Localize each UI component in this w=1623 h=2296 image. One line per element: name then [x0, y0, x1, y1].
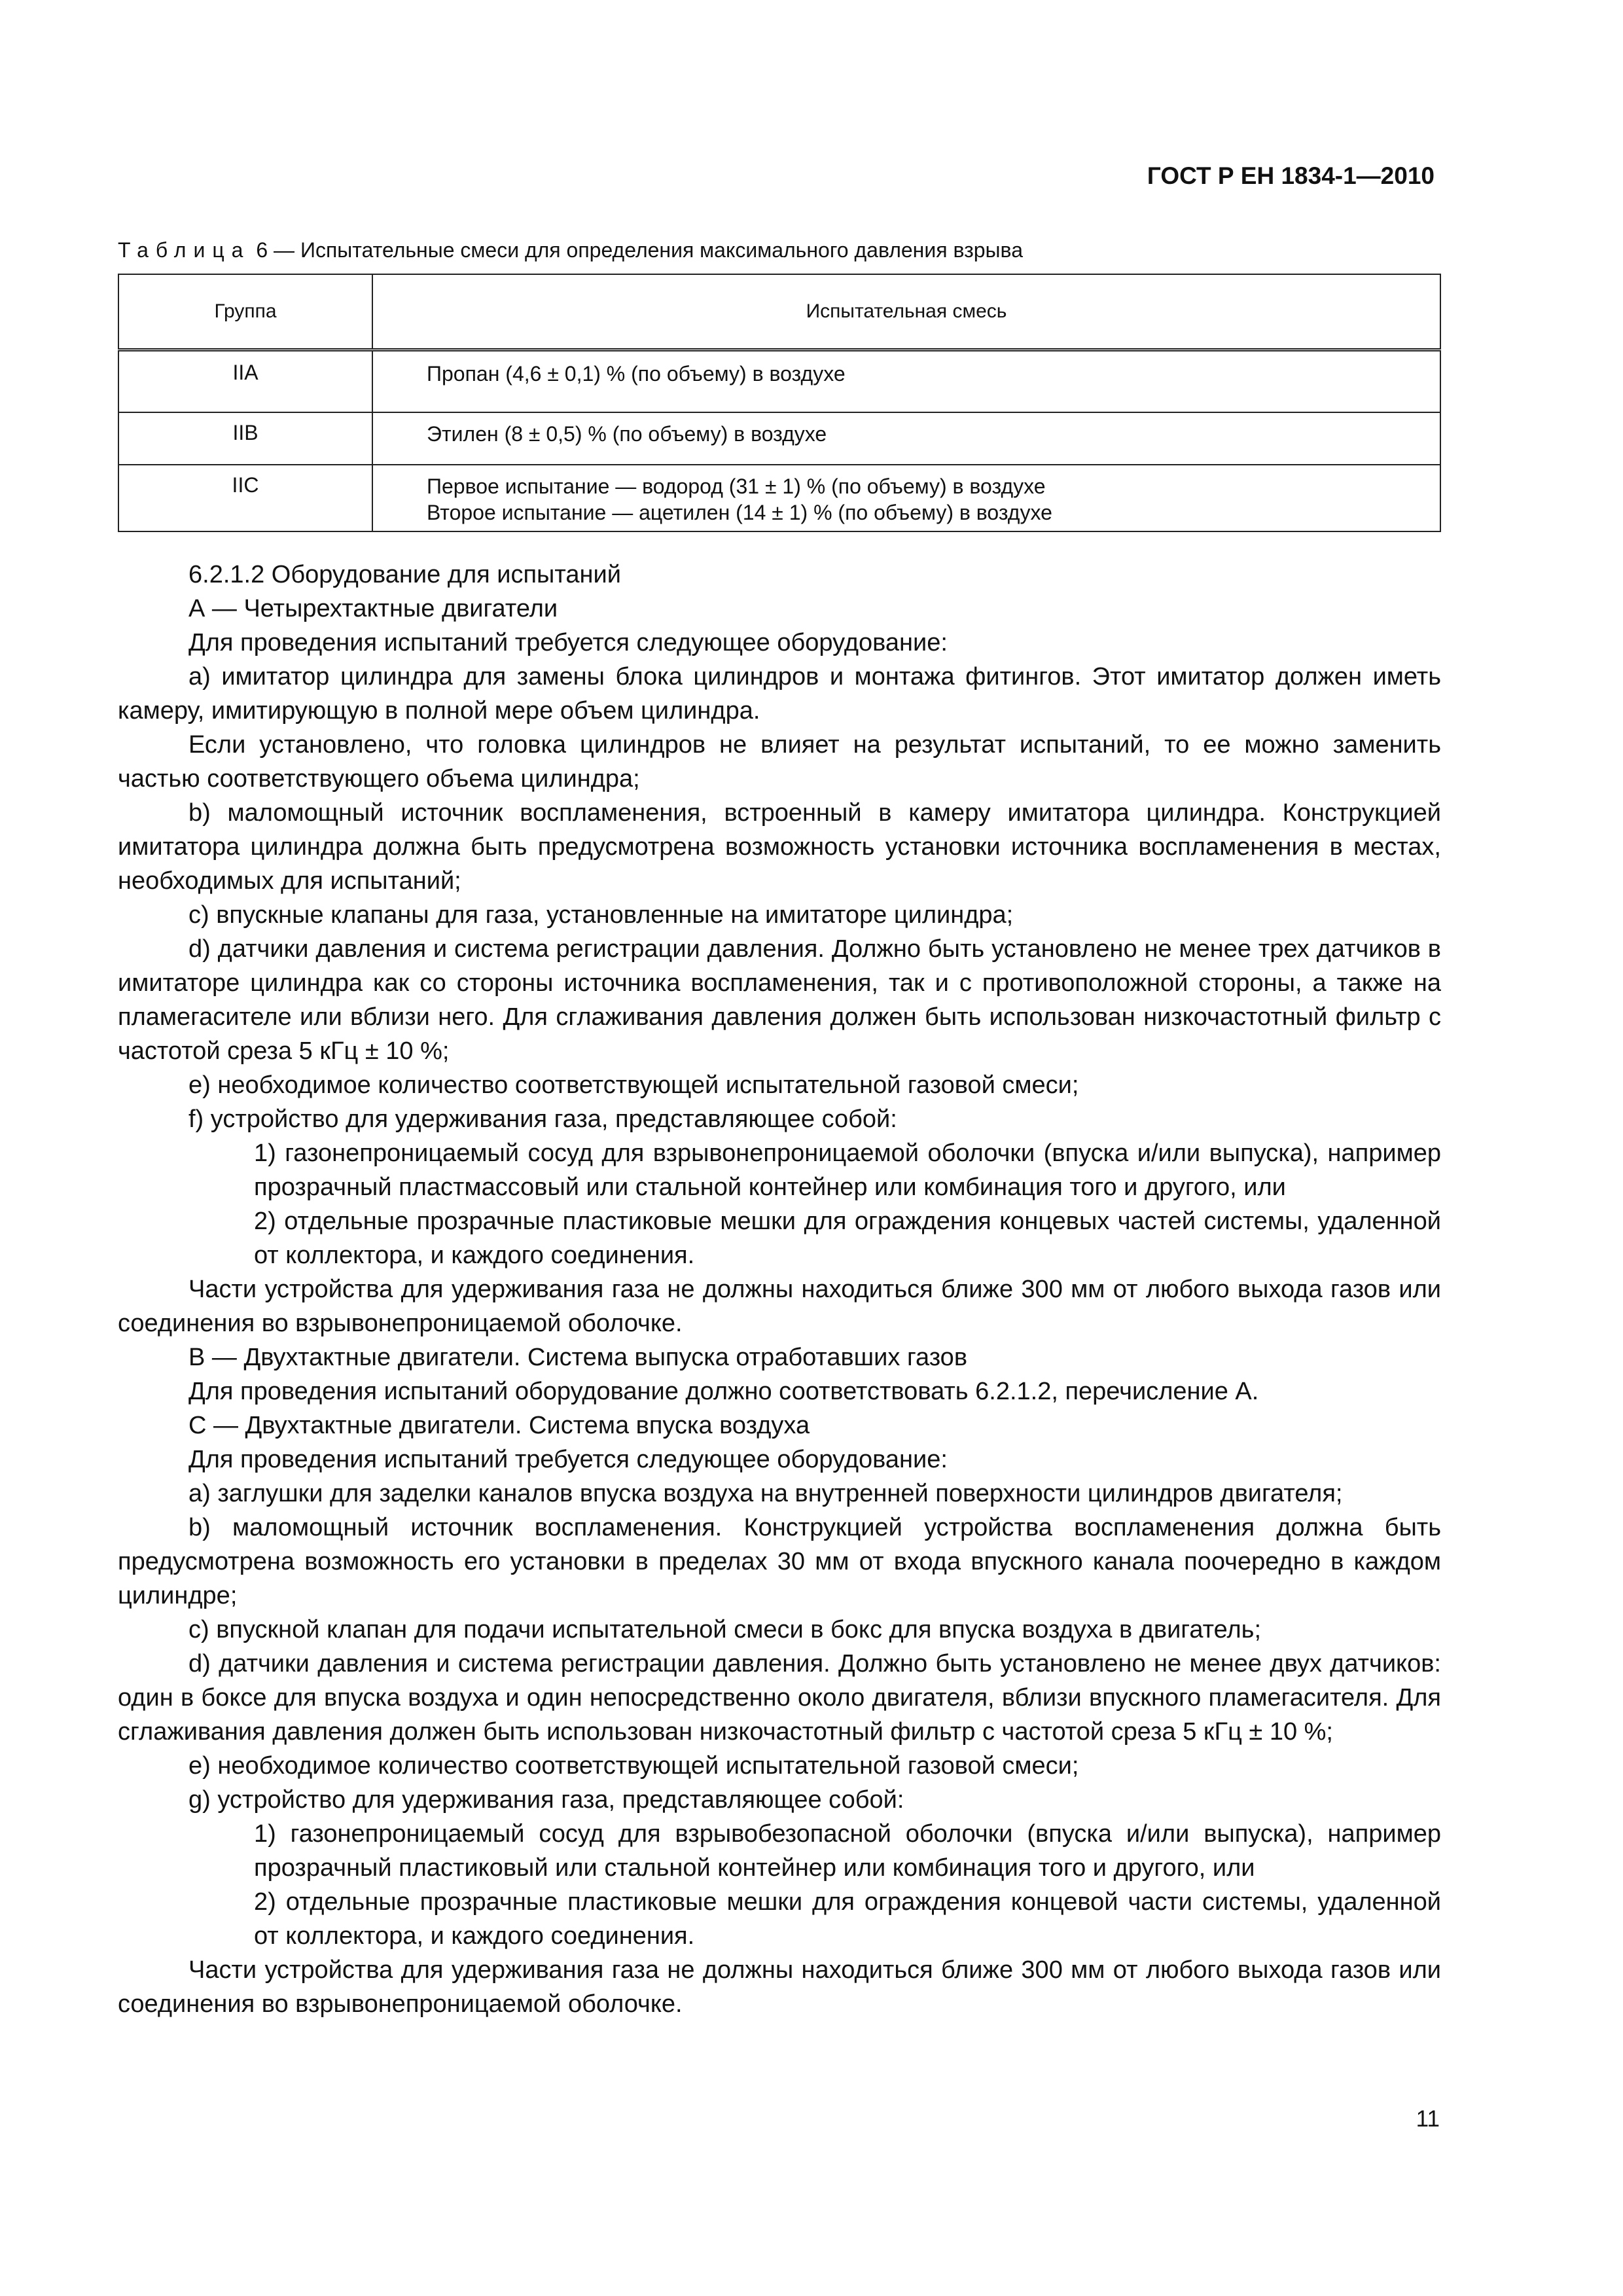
list-item: d) датчики давления и система регистрации давления. Должно быть установлено не менее двух датчиков: один в боксе для впуска воздуха и один непосредственно около двигателя, вблизи впускного пламегасителя. Для сглаживания давления должен быть использован низкочастотный фильтр с частотой среза 5 кГц ± 10 %; — [118, 1650, 1441, 1746]
table-row — [118, 465, 1440, 531]
list-item: f) устройство для удерживания газа, представляющее собой: — [188, 1105, 897, 1133]
table-header-row — [118, 274, 1440, 350]
list-item: a) имитатор цилиндра для замены блока цилиндров и монтажа фитингов. Этот имитатор должен иметь камеру, имитирующую в полной мере объем цилиндра. — [118, 663, 1441, 725]
mix-cell — [372, 350, 1440, 413]
mix-line: Пропан (4,6 ± 0,1) % (по объему) в воздухе — [427, 362, 846, 386]
list-item: c) впускной клапан для подачи испытательной смеси в бокс для впуска воздуха в двигатель; — [188, 1616, 1262, 1643]
sub-list-item: 2) отдельные прозрачные пластиковые мешки для ограждения концевых частей системы, удаленной от коллектора, и каждого соединения. — [254, 1208, 1441, 1269]
mix-cell — [372, 412, 1440, 465]
paragraph: Если установлено, что головка цилиндров не влияет на результат испытаний, то ее можно заменить частью соответствующего объема цилиндра; — [118, 731, 1441, 793]
column-header-group: Группа — [118, 274, 372, 350]
paragraph: Для проведения испытаний оборудование должно соответствовать 6.2.1.2, перечисление А. — [188, 1378, 1259, 1405]
list-item: d) датчики давления и система регистрации давления. Должно быть установлено не менее трех датчиков в имитаторе цилиндра как со стороны источника воспламенения, так и с противоположной стороны, а также на пламегасителе или вблизи него. Для сглаживания давления должен быть использован низкочастотный фильтр с частотой среза 5 кГц ± 10 %; — [118, 935, 1441, 1065]
subsection-heading: С — Двухтактные двигатели. Система впуска воздуха — [188, 1412, 810, 1439]
list-item: a) заглушки для заделки каналов впуска воздуха на внутренней поверхности цилиндров двигателя; — [188, 1480, 1343, 1507]
body-text — [118, 558, 1441, 2021]
sub-list-item: 1) газонепроницаемый сосуд для взрывонепроницаемой оболочки (впуска и/или выпуска), например прозрачный пластмассовый или стальной контейнер или комбинация того и другого, или — [254, 1139, 1441, 1201]
paragraph: Части устройства для удерживания газа не должны находиться ближе 300 мм от любого выхода газов или соединения во взрывонепроницаемой оболочке. — [118, 1956, 1441, 2018]
document-code: ГОСТ Р ЕН 1834-1—2010 — [1147, 162, 1435, 189]
list-item: b) маломощный источник воспламенения, встроенный в камеру имитатора цилиндра. Конструкцией имитатора цилиндра должна быть предусмотрена возможность установки источника воспламенения в местах, необходимых для испытаний; — [118, 799, 1441, 895]
table-row — [118, 412, 1440, 465]
page-number: 11 — [1416, 2106, 1440, 2132]
subsection-heading: А — Четырехтактные двигатели — [188, 595, 558, 622]
table-caption-text: 6 — Испытательные смеси для определения максимального давления взрыва — [250, 238, 1023, 262]
list-item: b) маломощный источник воспламенения. Конструкцией устройства воспламенения должна быть предусмотрена возможность его установки в пределах 30 мм от входа впускного канала поочередно в каждом цилиндре; — [118, 1514, 1441, 1609]
section-heading: 6.2.1.2 Оборудование для испытаний — [188, 561, 621, 588]
column-header-mix: Испытательная смесь — [372, 274, 1440, 350]
sub-list-item: 1) газонепроницаемый сосуд для взрывобезопасной оболочки (впуска и/или выпуска), например прозрачный пластиковый или стальной контейнер или комбинация того и другого, или — [254, 1820, 1441, 1882]
table-caption-word: Таблица — [118, 238, 251, 262]
list-item: c) впускные клапаны для газа, установленные на имитаторе цилиндра; — [188, 901, 1014, 929]
group-cell: IIC — [118, 465, 372, 531]
sub-list-item: 2) отдельные прозрачные пластиковые мешки для ограждения концевой части системы, удаленной от коллектора, и каждого соединения. — [254, 1888, 1441, 1950]
list-item: e) необходимое количество соответствующей испытательной газовой смеси; — [188, 1752, 1079, 1780]
group-cell: IIB — [118, 412, 372, 465]
paragraph: Части устройства для удерживания газа не должны находиться ближе 300 мм от любого выхода газов или соединения во взрывонепроницаемой оболочке. — [118, 1276, 1441, 1337]
list-item: e) необходимое количество соответствующей испытательной газовой смеси; — [188, 1071, 1079, 1099]
group-cell: IIA — [118, 350, 372, 413]
paragraph: Для проведения испытаний требуется следующее оборудование: — [188, 1446, 948, 1473]
subsection-heading: В — Двухтактные двигатели. Система выпуска отработавших газов — [188, 1344, 968, 1371]
table-row — [118, 350, 1440, 413]
table-caption — [118, 238, 1023, 262]
mix-line: Второе испытание — ацетилен (14 ± 1) % (по объему) в воздухе — [427, 501, 1052, 524]
list-item: g) устройство для удерживания газа, представляющее собой: — [188, 1786, 904, 1814]
mix-cell — [372, 465, 1440, 531]
mix-line: Первое испытание — водород (31 ± 1) % (по объему) в воздухе — [427, 475, 1046, 498]
test-mixtures-table — [118, 274, 1441, 532]
paragraph: Для проведения испытаний требуется следующее оборудование: — [188, 629, 948, 656]
mix-line: Этилен (8 ± 0,5) % (по объему) в воздухе — [427, 422, 827, 446]
